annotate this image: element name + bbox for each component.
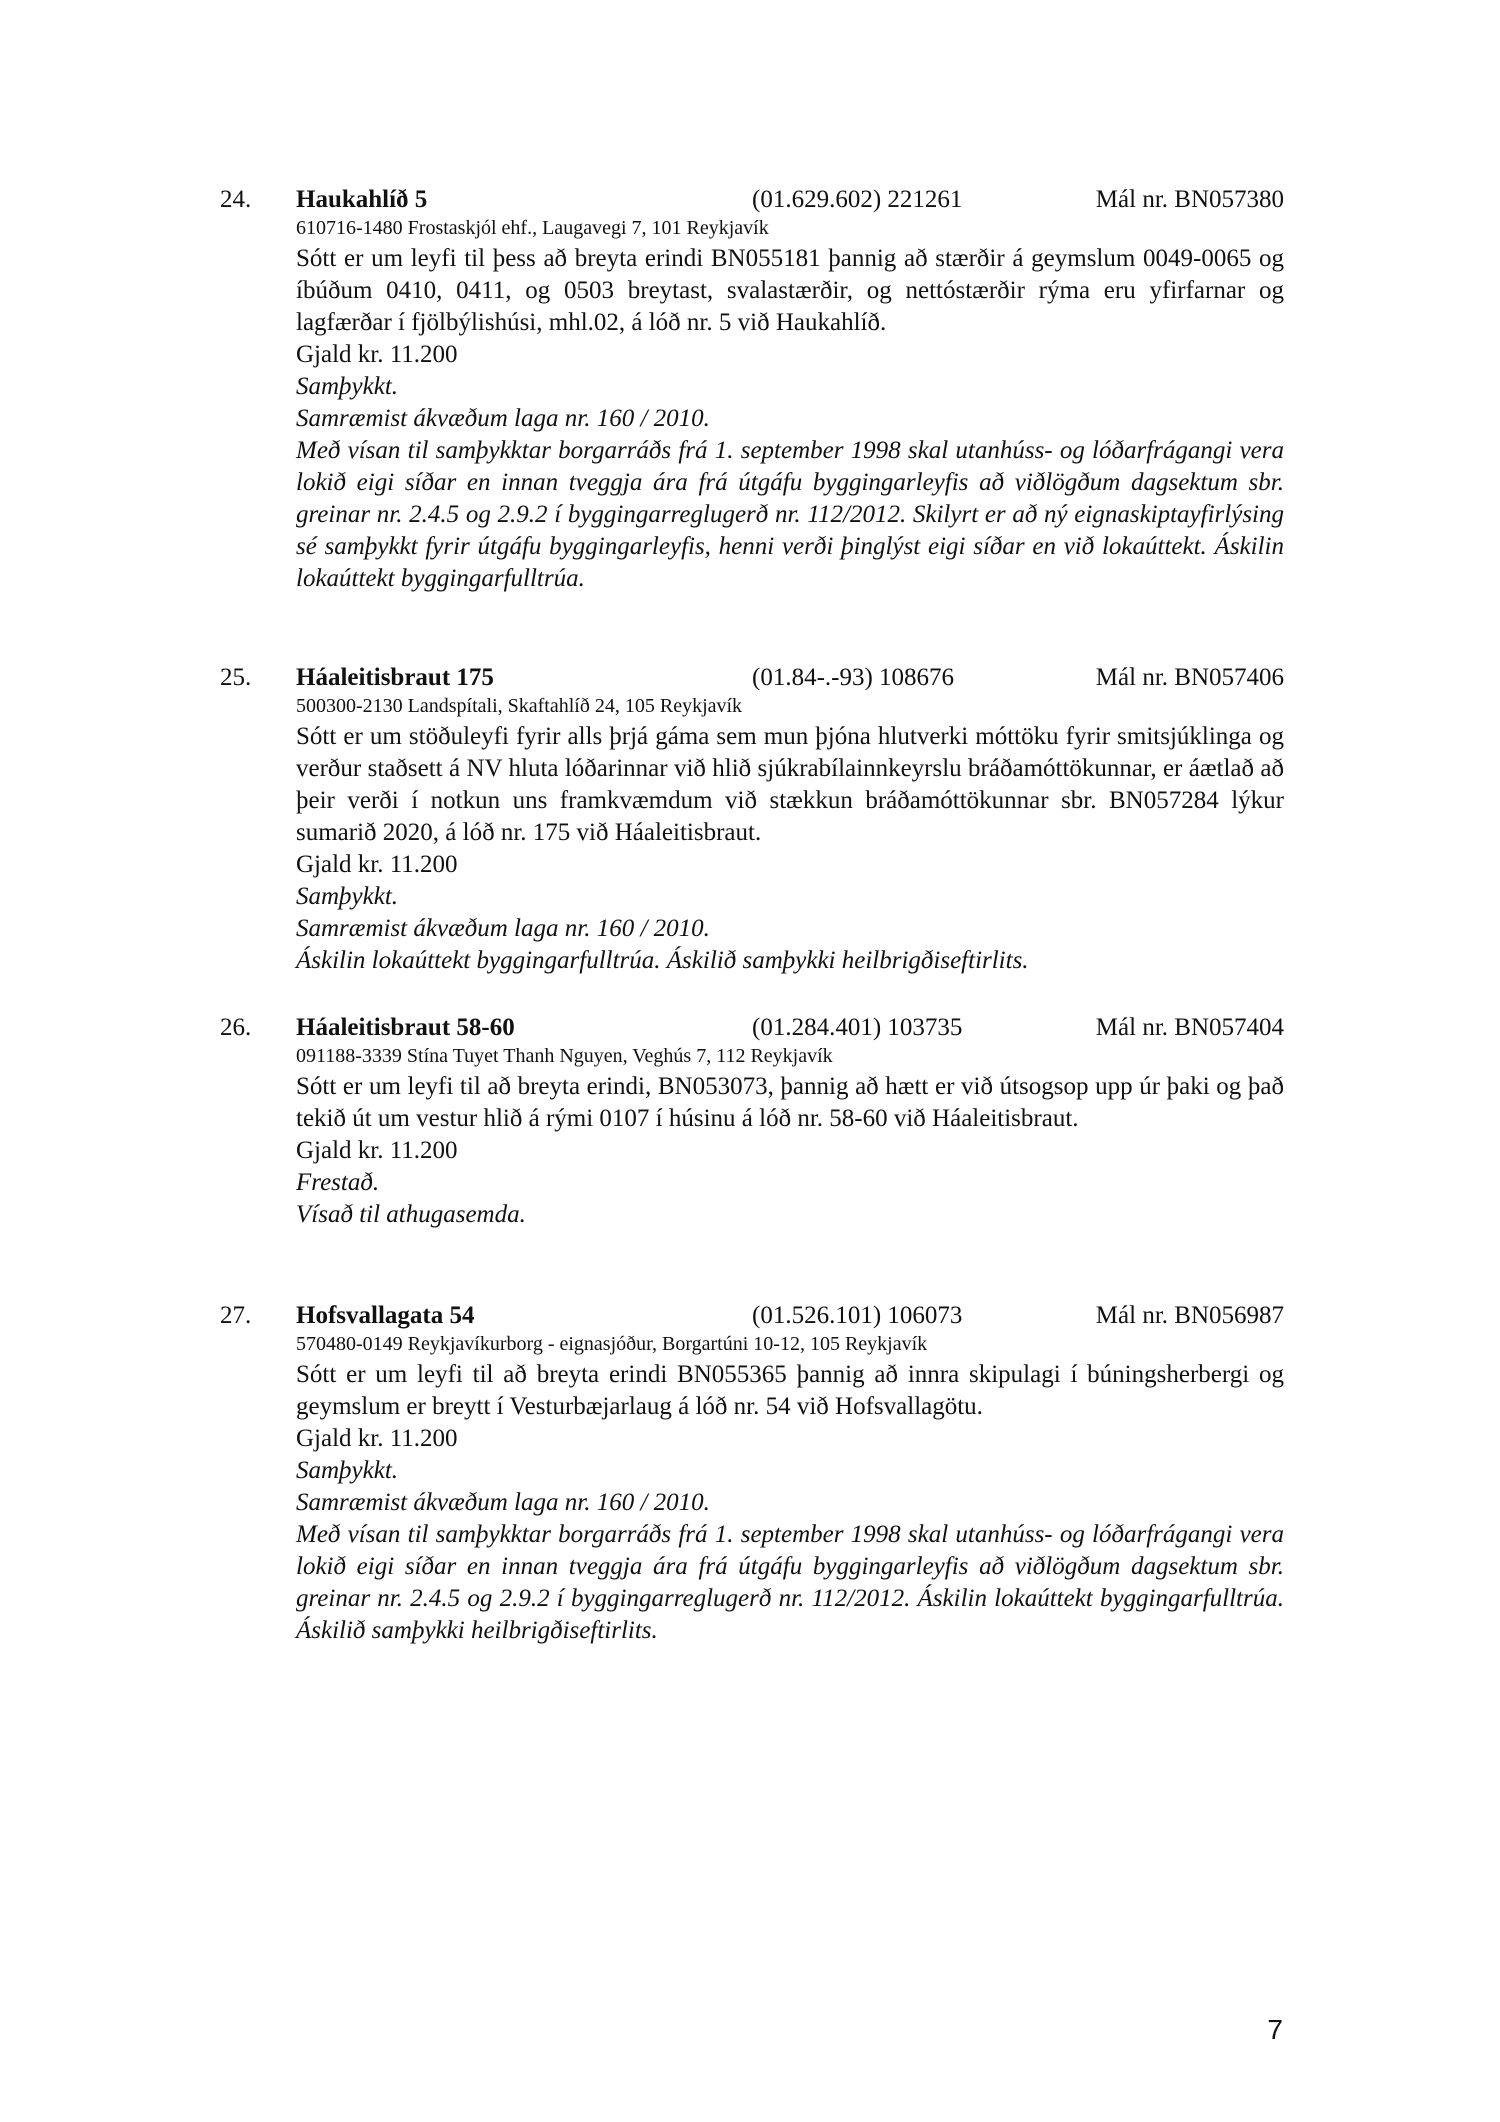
item-conditions: Með vísan til samþykktar borgarráðs frá 1. september 1998 skal utanhúss- og lóðarfrágangi vera lokið eigi síðar en innan tveggja ára frá útgáfu byggingarleyfis að viðlögðum dagsektum sbr. greinar nr. 2.4.5 og 2.9.2 í byggingarreglugerð nr. 112/2012. Áskilin lokaúttekt byggingarfulltrúa. Áskilið samþykki heilbrigðiseftirlits. — [296, 1521, 1284, 1644]
item-fee: Gjald kr. 11.200 — [296, 1425, 458, 1452]
agenda-item — [220, 1300, 1284, 1647]
item-applicant: 500300-2130 Landspítali, Skaftahlíð 24, 105 Reykjavík — [296, 695, 743, 717]
agenda-item — [220, 1012, 1284, 1231]
item-conditions: Með vísan til samþykktar borgarráðs frá 1. september 1998 skal utanhúss- og lóðarfrágangi vera lokið eigi síðar en innan tveggja ára frá útgáfu byggingarleyfis að viðlögðum dagsektum sbr. greinar nr. 2.4.5 og 2.9.2 í byggingarreglugerð nr. 112/2012. Skilyrt er að ný eignaskiptayfirlýsing sé samþykkt fyrir útgáfu byggingarleyfis, henni verði þinglýst eigi síðar en við lokaúttekt. Áskilin lokaúttekt byggingarfulltrúa. — [296, 437, 1284, 592]
item-header — [220, 662, 1284, 694]
item-number: 26. — [220, 1014, 252, 1041]
agenda-item — [220, 662, 1284, 977]
item-header — [220, 1012, 1284, 1044]
item-decision: Samþykkt. — [296, 373, 399, 400]
item-decision: Frestað. — [296, 1169, 380, 1196]
item-address: Háaleitisbraut 58-60 — [296, 1014, 515, 1041]
item-case-number: Mál nr. BN057406 — [1095, 664, 1284, 691]
item-description: Sótt er um stöðuleyfi fyrir alls þrjá gáma sem mun þjóna hlutverki móttöku fyrir smitsjúklinga og verður staðsett á NV hluta lóðarinnar við hlið sjúkrabílainnkeyrslu bráðamóttökunnar, er áætlað að þeir verði í notkun uns framkvæmdum við stækkun bráðamóttökunnar sbr. BN057284 lýkur sumarið 2020, á lóð nr. 175 við Háaleitisbraut. — [296, 723, 1284, 846]
item-address: Háaleitisbraut 175 — [296, 664, 494, 691]
item-fee: Gjald kr. 11.200 — [296, 1137, 458, 1164]
item-property-code: (01.629.602) 221261 — [752, 186, 963, 213]
item-decision: Samþykkt. — [296, 1457, 399, 1484]
item-fee: Gjald kr. 11.200 — [296, 851, 458, 878]
item-number: 27. — [220, 1302, 252, 1329]
page-number: 7 — [1267, 2014, 1283, 2045]
item-number: 24. — [220, 186, 252, 213]
item-conditions: Áskilin lokaúttekt byggingarfulltrúa. Áskilið samþykki heilbrigðiseftirlits. — [296, 947, 1029, 974]
item-number: 25. — [220, 664, 252, 691]
item-header — [220, 184, 1284, 216]
item-address: Hofsvallagata 54 — [296, 1302, 475, 1329]
item-property-code: (01.526.101) 106073 — [752, 1302, 963, 1329]
item-law-reference: Samræmist ákvæðum laga nr. 160 / 2010. — [296, 405, 710, 432]
item-header — [220, 1300, 1284, 1332]
item-case-number: Mál nr. BN057380 — [1095, 186, 1284, 213]
item-description: Sótt er um leyfi til þess að breyta erindi BN055181 þannig að stærðir á geymslum 0049-0065 og íbúðum 0410, 0411, og 0503 breytast, svalastærðir, og nettóstærðir rýma eru yfirfarnar og lagfærðar í fjölbýlishúsi, mhl.02, á lóð nr. 5 við Haukahlíð. — [296, 245, 1284, 336]
item-case-number: Mál nr. BN057404 — [1095, 1014, 1284, 1041]
item-description: Sótt er um leyfi til að breyta erindi, BN053073, þannig að hætt er við útsogsop upp úr þaki og það tekið út um vestur hlið á rými 0107 í húsinu á lóð nr. 58-60 við Háaleitisbraut. — [296, 1073, 1284, 1132]
item-applicant: 091188-3339 Stína Tuyet Thanh Nguyen, Veghús 7, 112 Reykjavík — [296, 1045, 833, 1067]
item-referral: Vísað til athugasemda. — [296, 1201, 526, 1228]
item-case-number: Mál nr. BN056987 — [1095, 1302, 1284, 1329]
item-decision: Samþykkt. — [296, 883, 399, 910]
item-applicant: 570480-0149 Reykjavíkurborg - eignasjóður, Borgartúni 10-12, 105 Reykjavík — [296, 1333, 928, 1355]
item-law-reference: Samræmist ákvæðum laga nr. 160 / 2010. — [296, 915, 710, 942]
item-property-code: (01.84-.-93) 108676 — [752, 664, 955, 691]
item-address: Haukahlíð 5 — [296, 186, 428, 213]
agenda-item — [220, 184, 1284, 595]
item-fee: Gjald kr. 11.200 — [296, 341, 458, 368]
item-property-code: (01.284.401) 103735 — [752, 1014, 963, 1041]
item-description: Sótt er um leyfi til að breyta erindi BN055365 þannig að innra skipulagi í búningsherbergi og geymslum er breytt í Vesturbæjarlaug á lóð nr. 54 við Hofsvallagötu. — [296, 1361, 1284, 1420]
item-law-reference: Samræmist ákvæðum laga nr. 160 / 2010. — [296, 1489, 710, 1516]
item-applicant: 610716-1480 Frostaskjól ehf., Laugavegi 7, 101 Reykjavík — [296, 217, 769, 239]
